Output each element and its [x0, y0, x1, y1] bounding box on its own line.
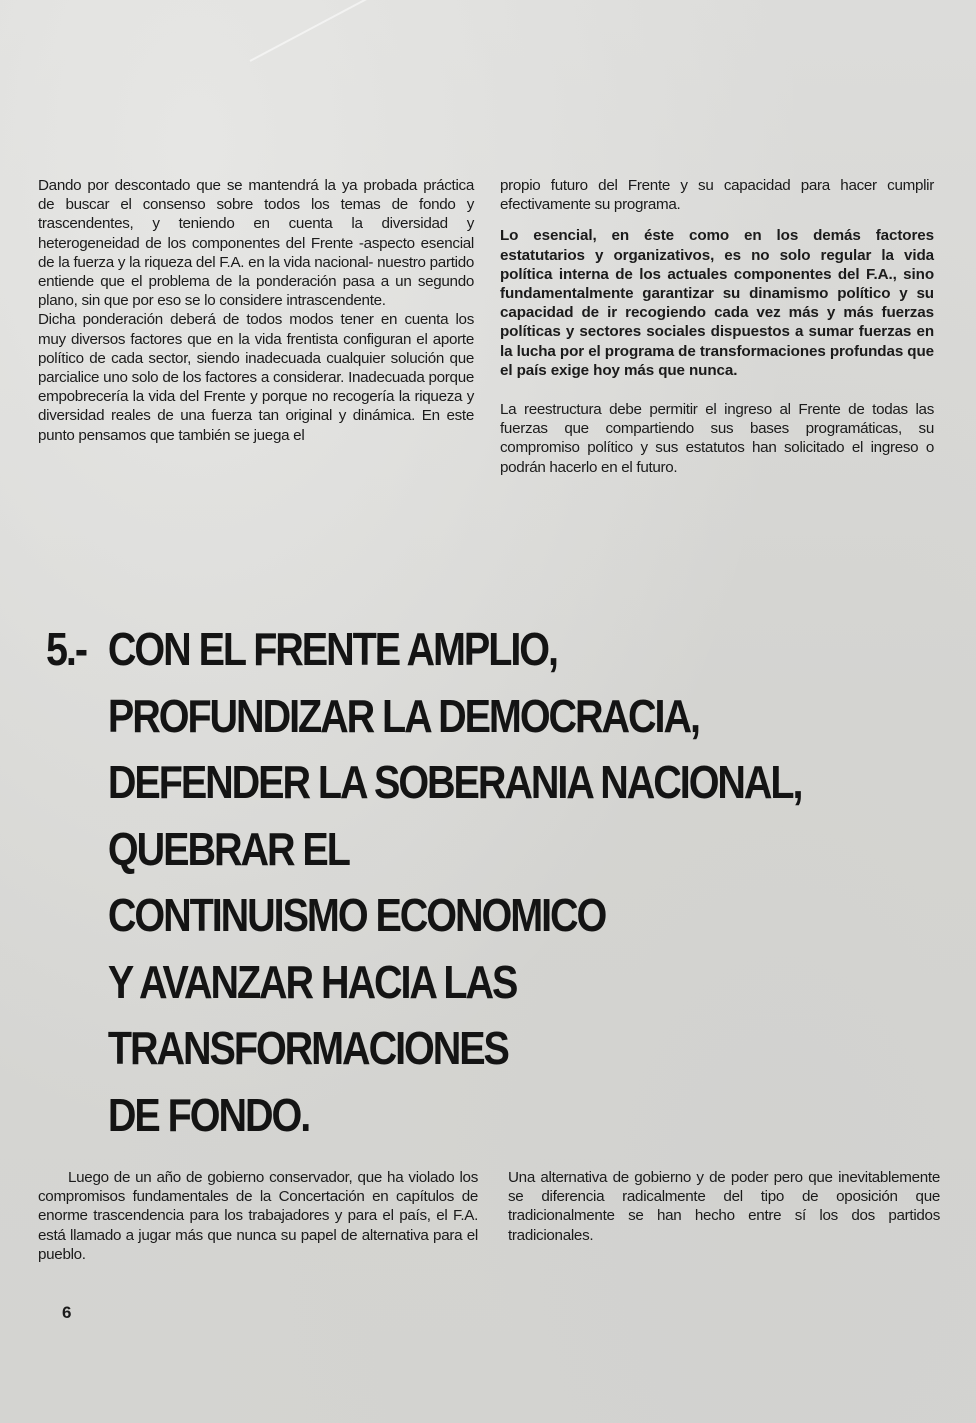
- top-left-column: [38, 176, 474, 445]
- paragraph: Dicha ponderación deberá de todos modos tener en cuenta los muy diversos factores que en la vida frentista configuran el aporte político de cada sector, siendo inadecuada cualquier solución que parcialice uno solo de los factores a considerar. Inadecuada porque empobrecería la vida del Frente y porque no recogería la riqueza y diversidad reales de una fuerza tan original y dinámica. En este punto pensamos que también se juega el: [38, 311, 474, 444]
- paragraph: La reestructura debe permitir el ingreso al Frente de todas las fuerzas que compartiendo sus bases programáticas, su compromiso político y sus estatutos han solicitado el ingreso o podrán hacerlo en el futuro.: [500, 401, 934, 476]
- heading-line-6: Y AVANZAR HACIA LAS: [107, 955, 517, 1008]
- bottom-left-column: [38, 1168, 478, 1264]
- paragraph: Luego de un año de gobierno conservador, que ha violado los compromisos fundamentales de la Concertación en capítulos de enorme trascendencia para los trabajadores y para el país, el F.A. está llamado a jugar más que nunca su papel de alternativa para el pueblo.: [38, 1169, 478, 1263]
- paragraph: Dando por descontado que se mantendrá la ya probada práctica de buscar el consenso sobre todos los temas de fondo y trascendentes, y teniendo en cuenta la diversidad y heterogeneidad de los componentes del Frente -aspecto esencial de la fuerza y la riqueza del F.A. en la vida nacional- nuestro partido entiende que el problema de la ponderación pasa a un segundo plano, sin que por eso se lo considere intrascendente.: [38, 177, 474, 310]
- heading-line-2: PROFUNDIZAR LA DEMOCRACIA,: [107, 689, 699, 742]
- page-number: 6: [62, 1303, 72, 1322]
- section-heading: [46, 616, 802, 1148]
- paragraph: propio futuro del Frente y su capacidad para hacer cumplir efectivamente su programa.: [500, 177, 934, 214]
- heading-line-3: DEFENDER LA SOBERANIA NACIONAL,: [107, 756, 802, 808]
- heading-line-7: TRANSFORMACIONES: [107, 1022, 508, 1074]
- section-number: 5.-: [46, 623, 86, 675]
- paper-crease: [250, 0, 622, 62]
- paragraph: Una alternativa de gobierno y de poder pero que inevitablemente se diferencia radicalmente del tipo de oposición que tradicionalmente se han hecho entre sí los dos partidos tradicionales.: [508, 1169, 940, 1244]
- bold-paragraph: Lo esencial, en éste como en los demás factores estatutarios y organizativos, es no solo regular la vida política interna de los actuales componentes del F.A., sino fundamentalmente garantizar su dinamismo político y su capacidad de ir recogiendo cada vez más y más fuerzas políticas y sectores sociales dispuestos a sumar fuerzas en la lucha por el programa de transformaciones profundas que el país exige hoy más que nunca.: [500, 227, 934, 379]
- heading-line-8: DE FONDO.: [107, 1088, 310, 1141]
- bottom-right-column: [508, 1168, 940, 1245]
- heading-line-4: QUEBRAR EL: [107, 822, 349, 875]
- top-right-column: [500, 176, 934, 477]
- heading-text: CON EL FRENTE AMPLIO,: [107, 623, 557, 675]
- heading-line-1: [46, 616, 682, 683]
- heading-line-5: CONTINUISMO ECONOMICO: [107, 889, 606, 941]
